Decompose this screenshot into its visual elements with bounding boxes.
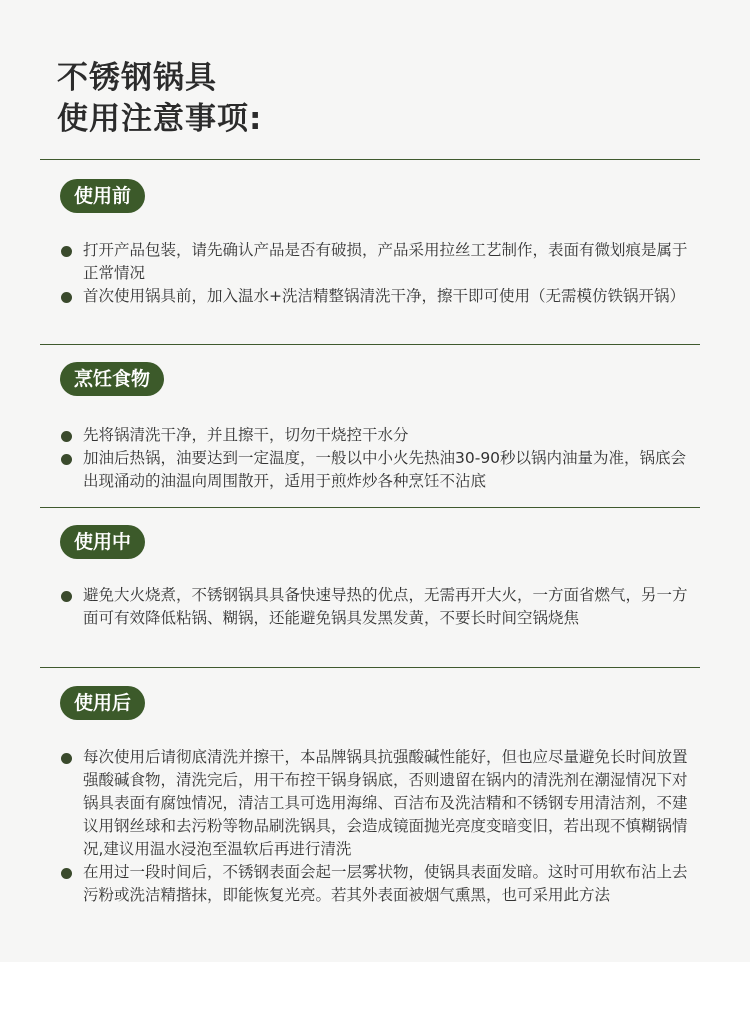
bullet-icon [61,246,72,257]
list-item-text: 在用过一段时间后，不锈钢表面会起一层雾状物，使锅具表面发暗。这时可用软布沾上去污粉或洗洁精揩抹，即能恢复光亮。若其外表面被烟气熏黑，也可采用此方法 [83,863,688,904]
section-heading-cooking: 烹饪食物 [60,362,164,396]
list-item [60,447,692,493]
section-divider [40,159,700,160]
section-list-during-use [60,584,692,630]
section-divider [40,507,700,508]
list-item-text: 避免大火烧煮，不锈钢锅具具备快速导热的优点，无需再开大火，一方面省燃气，另一方面可有效降低粘锅、糊锅，还能避免锅具发黑发黄，不要长时间空锅烧焦 [83,586,688,627]
page-title [57,58,262,140]
section-list-before-use [60,239,692,308]
bullet-icon [61,454,72,465]
section-heading-after-use: 使用后 [60,686,145,720]
list-item-text: 打开产品包装，请先确认产品是否有破损，产品采用拉丝工艺制作，表面有微划痕是属于正常情况 [83,241,688,282]
list-item-text: 先将锅清洗干净，并且擦干，切勿干烧控干水分 [83,426,409,444]
title-line-2: 使用注意事项: [57,101,263,137]
section-divider [40,344,700,345]
bullet-icon [61,431,72,442]
section-heading-before-use: 使用前 [60,179,145,213]
list-item [60,285,692,308]
bullet-icon [61,292,72,303]
section-divider [40,667,700,668]
list-item [60,239,692,285]
section-list-cooking [60,424,692,493]
bullet-icon [61,868,72,879]
list-item [60,424,692,447]
list-item-text: 每次使用后请彻底清洗并擦干，本品牌锅具抗强酸碱性能好，但也应尽量避免长时间放置强酸碱食物，清洗完后，用干布控干锅身锅底，否则遗留在锅内的清洗剂在潮湿情况下对锅具表面有腐蚀情况，清洁工具可选用海绵、百洁布及洗洁精和不锈钢专用清洁剂，不建议用钢丝球和去污粉等物品刷洗锅具，会造成镜面抛光亮度变暗变旧，若出现不慎糊锅情况,建议用温水浸泡至温软后再进行清洗 [83,748,688,858]
list-item [60,861,692,907]
list-item-text: 加油后热锅，油要达到一定温度，一般以中小火先热油30-90秒以锅内油量为准，锅底会出现涌动的油温向周围散开，适用于煎炸炒各种烹饪不沾底 [83,449,687,490]
section-heading-during-use: 使用中 [60,525,145,559]
section-list-after-use [60,746,692,907]
list-item [60,584,692,630]
list-item [60,746,692,861]
list-item-text: 首次使用锅具前，加入温水+洗洁精整锅清洗干净，擦干即可使用（无需模仿铁锅开锅） [83,287,685,305]
bullet-icon [61,591,72,602]
bullet-icon [61,753,72,764]
title-line-1: 不锈钢锅具 [57,60,217,96]
